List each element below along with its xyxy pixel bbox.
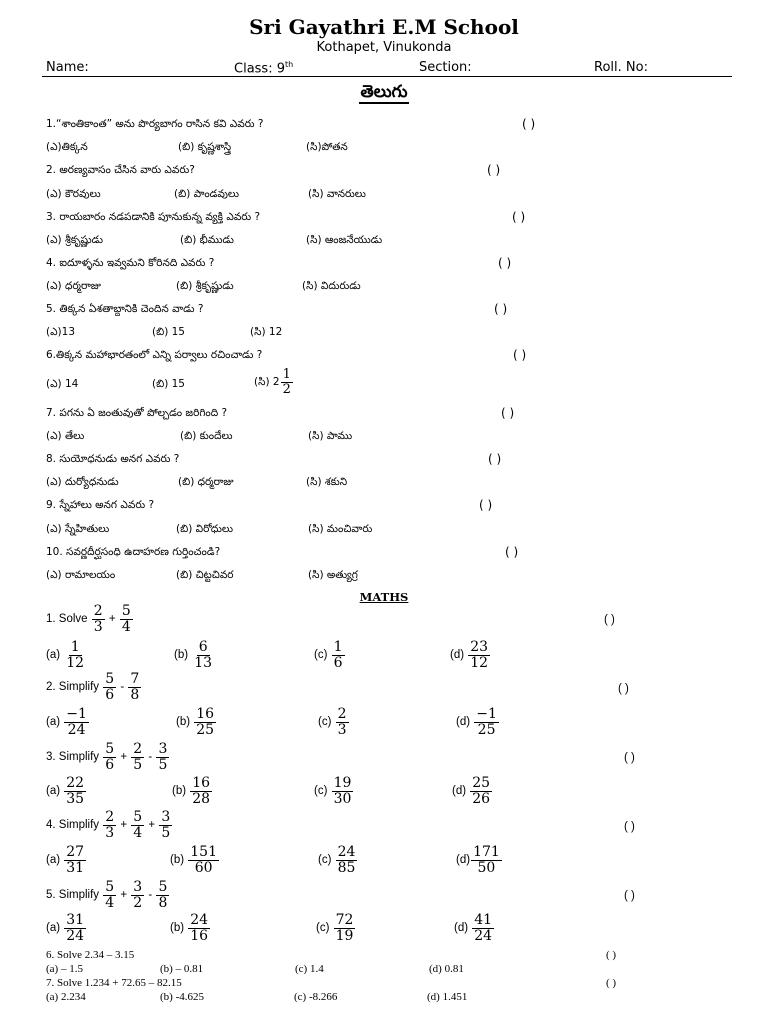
header-divider bbox=[42, 76, 732, 77]
answer-bracket[interactable]: ( ) bbox=[487, 163, 501, 177]
telugu-q3-option-a: (ఎ) శ్రీకృష్ణుడు bbox=[46, 234, 103, 246]
answer-bracket[interactable]: ( ) bbox=[479, 498, 493, 512]
answer-bracket[interactable]: ( ) bbox=[501, 406, 515, 420]
answer-bracket[interactable]: ( ) bbox=[624, 890, 635, 902]
answer-bracket[interactable]: ( ) bbox=[606, 977, 617, 989]
telugu-q3-option-b: (బి) భీముడు bbox=[180, 234, 234, 246]
maths-q4-option-c: (c) $\frac{24}{85}$ bbox=[318, 844, 356, 876]
telugu-q5-option-c: (సి) 12 bbox=[250, 326, 283, 338]
maths-heading: MATHS bbox=[359, 590, 409, 604]
maths-q6-option-a: (a) – 1.5 bbox=[46, 963, 83, 975]
telugu-q2-option-a: (ఎ) కౌరవులు bbox=[46, 188, 101, 200]
maths-q5-option-b: (b) $\frac{24}{16}$ bbox=[170, 912, 209, 944]
telugu-q4-option-b: (బి) శ్రీకృష్ణుడు bbox=[176, 280, 234, 292]
telugu-q9-option-a: (ఎ) స్నేహితులు bbox=[46, 523, 110, 535]
answer-bracket[interactable]: ( ) bbox=[505, 545, 519, 559]
maths-q3: 3. Simplify $\frac{5}{6}$ + $\frac{2}{5}$ - $\frac{3}{5}$ bbox=[46, 741, 168, 773]
maths-q5-option-a: (a) $\frac{31}{24}$ bbox=[46, 912, 85, 944]
section-label: Section: bbox=[419, 60, 472, 75]
answer-bracket[interactable]: ( ) bbox=[606, 949, 617, 961]
telugu-q2: 2. అరణ్యవాసం చేసిన వారు ఎవరు? bbox=[46, 164, 195, 176]
telugu-q10-option-b: (బి) చిట్టచివర bbox=[176, 569, 234, 581]
maths-q1-option-c: (c) $\frac{1}{6}$ bbox=[314, 639, 343, 671]
maths-q1: 1. Solve $\frac{2}{3}$ + $\frac{5}{4}$ bbox=[46, 603, 131, 635]
telugu-heading: తెలుగు bbox=[360, 82, 408, 102]
answer-bracket[interactable]: ( ) bbox=[522, 117, 536, 131]
maths-q6: 6. Solve 2.34 – 3.15 bbox=[46, 949, 135, 961]
telugu-q10: 10. సవర్ణదీర్ఘసంధి ఉదాహరణ గుర్తించండి? bbox=[46, 546, 221, 558]
maths-q1-option-a: (a) $\frac{1}{12}$ bbox=[46, 639, 85, 671]
answer-bracket[interactable]: ( ) bbox=[624, 752, 635, 764]
telugu-q6-option-c: (సి) 2 $\frac{1}{2}$ bbox=[254, 367, 291, 397]
answer-bracket[interactable]: ( ) bbox=[488, 452, 502, 466]
maths-q5-option-c: (c) $\frac{72}{19}$ bbox=[316, 912, 354, 944]
telugu-q8: 8. సుయోధనుడు అనగ ఎవరు ? bbox=[46, 453, 180, 465]
telugu-q1-option-a: (ఎ)తిక్కన bbox=[46, 141, 88, 153]
maths-q2: 2. Simplify $\frac{5}{6}$ - $\frac{7}{8}$ bbox=[46, 671, 140, 703]
school-name: Sri Gayathri E.M School bbox=[249, 15, 519, 39]
maths-q6-option-b: (b) – 0.81 bbox=[160, 963, 204, 975]
maths-q7: 7. Solve 1.234 + 72.65 – 82.15 bbox=[46, 977, 182, 989]
name-label: Name: bbox=[46, 60, 89, 75]
maths-q7-option-d: (d) 1.451 bbox=[427, 991, 468, 1003]
maths-q2-option-a: (a) $\frac{-1}{24}$ bbox=[46, 706, 87, 738]
maths-q3-option-a: (a) $\frac{22}{35}$ bbox=[46, 775, 85, 807]
maths-q1-option-b: (b) $\frac{6}{13}$ bbox=[174, 639, 213, 671]
class-label: Class: 9th bbox=[234, 60, 294, 77]
maths-q3-option-b: (b) $\frac{16}{28}$ bbox=[172, 775, 211, 807]
telugu-q1: 1.“శాంతికాంత” అను పొర్యబాగం రాసిన కవి ఎవరు ? bbox=[46, 118, 264, 130]
telugu-q4: 4. ఐదూళ్ళను ఇవ్వమని కోరినది ఎవరు ? bbox=[46, 257, 215, 269]
telugu-q9-option-c: (సి) మంచివారు bbox=[308, 523, 373, 535]
telugu-q1-option-c: (సి)పోతన bbox=[306, 141, 348, 153]
telugu-q9: 9. స్నేహాలు అనగ ఎవరు ? bbox=[46, 499, 155, 511]
maths-q2-option-d: (d) $\frac{-1}{25}$ bbox=[456, 706, 497, 738]
telugu-q7: 7. పగను ఏ జంతువుతో పోల్చడం జరిగింది ? bbox=[46, 407, 228, 419]
answer-bracket[interactable]: ( ) bbox=[624, 821, 635, 833]
maths-q3-option-c: (c) $\frac{19}{30}$ bbox=[314, 775, 352, 807]
maths-q2-option-b: (b) $\frac{16}{25}$ bbox=[176, 706, 215, 738]
maths-q6-option-c: (c) 1.4 bbox=[295, 963, 324, 975]
telugu-q5-option-b: (బి) 15 bbox=[152, 326, 185, 338]
answer-bracket[interactable]: ( ) bbox=[604, 614, 615, 626]
answer-bracket[interactable]: ( ) bbox=[498, 256, 512, 270]
maths-q4: 4. Simplify $\frac{2}{3}$ + $\frac{5}{4}$ + $\frac{3}{5}$ bbox=[46, 809, 171, 841]
school-address: Kothapet, Vinukonda bbox=[316, 40, 452, 55]
telugu-q8-option-c: (సి) శకుని bbox=[306, 476, 348, 488]
telugu-q7-option-a: (ఎ) తేలు bbox=[46, 430, 85, 442]
telugu-q5-option-a: (ఎ)13 bbox=[46, 326, 76, 338]
telugu-q9-option-b: (బి) విరోధులు bbox=[176, 523, 233, 535]
telugu-q8-option-b: (బి) ధర్మరాజు bbox=[178, 476, 234, 488]
maths-q5-option-d: (d) $\frac{41}{24}$ bbox=[454, 912, 493, 944]
telugu-q10-option-a: (ఎ) రామాలయం bbox=[46, 569, 116, 581]
maths-q7-option-c: (c) -8.266 bbox=[294, 991, 338, 1003]
telugu-q6-option-a: (ఎ) 14 bbox=[46, 378, 79, 390]
telugu-q1-option-b: (బి) కృష్ణశాస్త్రి bbox=[178, 141, 232, 153]
telugu-q5: 5. తిక్కన ఏశతాబ్దానికి చెందిన వాడు ? bbox=[46, 303, 204, 315]
telugu-q7-option-c: (సి) పాము bbox=[308, 430, 353, 442]
telugu-q7-option-b: (బి) కుందేలు bbox=[180, 430, 233, 442]
maths-q4-option-b: (b) $\frac{151}{60}$ bbox=[170, 844, 217, 876]
telugu-q8-option-a: (ఎ) దుర్యోధనుడు bbox=[46, 476, 119, 488]
telugu-q3: 3. రాయబారం నడపడానికి పూనుకున్న వ్యక్తి ఎవరు ? bbox=[46, 211, 261, 223]
telugu-q2-option-c: (సి) వానరులు bbox=[308, 188, 366, 200]
telugu-q3-option-c: (సి) ఆంజనేయుడు bbox=[306, 234, 383, 246]
roll-no-label: Roll. No: bbox=[594, 60, 648, 75]
answer-bracket[interactable]: ( ) bbox=[494, 302, 508, 316]
maths-q5: 5. Simplify $\frac{5}{4}$ + $\frac{3}{2}$ - $\frac{5}{8}$ bbox=[46, 879, 168, 911]
maths-q6-option-d: (d) 0.81 bbox=[429, 963, 464, 975]
maths-q3-option-d: (d) $\frac{25}{26}$ bbox=[452, 775, 491, 807]
answer-bracket[interactable]: ( ) bbox=[513, 348, 527, 362]
maths-q4-option-d: (d) $\frac{171}{50}$ bbox=[456, 844, 500, 876]
maths-q4-option-a: (a) $\frac{27}{31}$ bbox=[46, 844, 85, 876]
answer-bracket[interactable]: ( ) bbox=[512, 210, 526, 224]
telugu-q10-option-c: (సి) అత్యుగ్ర bbox=[308, 569, 358, 581]
maths-q2-option-c: (c) $\frac{2}{3}$ bbox=[318, 706, 347, 738]
answer-bracket[interactable]: ( ) bbox=[618, 683, 629, 695]
maths-q1-option-d: (d) $\frac{23}{12}$ bbox=[450, 639, 489, 671]
telugu-q6: 6.తిక్కన మహాభారతంలో ఎన్ని పర్వాలు రచించాడు ? bbox=[46, 349, 263, 361]
telugu-q4-option-a: (ఎ) ధర్మరాజు bbox=[46, 280, 101, 292]
telugu-q4-option-c: (సి) విదురుడు bbox=[302, 280, 361, 292]
telugu-q2-option-b: (బి) పాండవులు bbox=[174, 188, 239, 200]
maths-q7-option-b: (b) -4.625 bbox=[160, 991, 204, 1003]
maths-q7-option-a: (a) 2.234 bbox=[46, 991, 86, 1003]
telugu-q6-option-b: (బి) 15 bbox=[152, 378, 185, 390]
